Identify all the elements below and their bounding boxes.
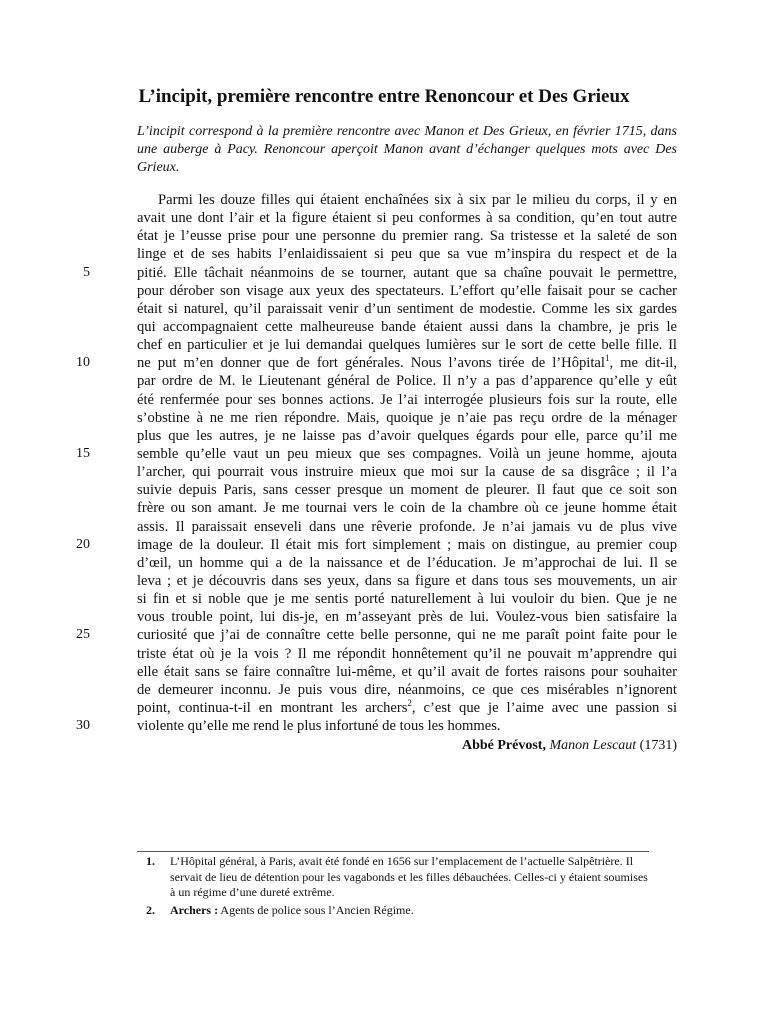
excerpt-line (0, 445, 768, 463)
excerpt-line (0, 318, 768, 336)
line-text: l’archer, qui pourrait vous instruire mieux que moi sur la cause de sa disgrâce ; il l’a (137, 464, 677, 481)
excerpt-text (0, 191, 768, 735)
excerpt-line (0, 245, 768, 263)
line-text: de demeurer inconnu. Je puis vous dire, néanmoins, ce que ces misérables n’ignorent (137, 681, 677, 698)
excerpt-line (0, 645, 768, 663)
line-text: si fin et si noble que je me sentis porté naturellement à lui vouloir du bien. Que je ne (137, 591, 677, 608)
line-text: leva ; et je découvris dans ses yeux, dans sa figure et dans tous ses mouvements, un air (137, 572, 677, 589)
excerpt-line (0, 499, 768, 517)
line-text: plus que les autres, je ne laisse pas d’avoir quelques égards pour elle, parce qu’il me (137, 427, 677, 444)
excerpt-line (0, 391, 768, 409)
credit-author: Abbé Prévost, (461, 738, 546, 753)
credit-work: Manon Lescaut (549, 738, 637, 753)
line-text: triste état où je la vois ? Il me répondit honnêtement qu’il ne pouvait m’apprendre qui (137, 645, 677, 662)
line-text: curiosité que j’ai de connaître cette belle personne, qui ne me paraît point faite pour le (137, 627, 677, 644)
excerpt-line (0, 536, 768, 554)
line-text: elle était sans se faire connaître lui-même, et qu’il avait de fortes raisons pour souhaiter (137, 663, 677, 680)
excerpt-line (0, 481, 768, 499)
line-number: 25 (76, 627, 90, 643)
footnote-ref-2: 2 (407, 698, 412, 709)
excerpt-line (0, 717, 768, 735)
excerpt-line (0, 409, 768, 427)
line-text: semble qu’elle vaut un peu mieux que ses compagnes. Voilà un jeune homme, ajouta (137, 445, 677, 462)
excerpt-line (0, 554, 768, 572)
line-number: 5 (83, 264, 90, 280)
line-number: 10 (76, 355, 90, 371)
line-text: pitié. Elle tâchait néanmoins de se tourner, autant que sa chaîne pouvait le permettre, (137, 264, 677, 281)
excerpt-line (0, 663, 768, 681)
footnote-term: Archers : (170, 902, 219, 917)
footnote-item (146, 854, 649, 901)
footnote-definition: Agents de police sous l’Ancien Régime. (218, 902, 414, 917)
line-text: pour dérober son visage aux yeux des spectateurs. L’effort qu’elle faisait pour se cacher (137, 282, 677, 299)
line-text (137, 354, 677, 372)
line-text: linge et de ses habits l’enlaidissaient si peu que sa vue m’inspira du respect et de la (137, 246, 677, 263)
excerpt-line (0, 518, 768, 536)
footnote-ref-1: 1 (604, 353, 610, 364)
line-number: 20 (76, 536, 90, 552)
line-text: d’œil, un homme qui a de la naissance et de l’éducation. Je m’approchai de lui. Il se (137, 554, 677, 571)
excerpt-line (0, 427, 768, 445)
footnote-number: 1. (146, 854, 155, 868)
footnote-number: 2. (146, 902, 155, 917)
line-text: s’obstine à ne me rien répondre. Mais, quoique je n’aie pas reçu ordre de la ménager (137, 409, 677, 426)
footnote-divider (137, 851, 649, 852)
line-text-main: point, continua-t-il en montrant les archers (137, 699, 408, 716)
line-text: vous trouble point, lui dis-je, en m’asseyant près de lui. Voulez-vous bien satisfaire la (137, 609, 677, 626)
excerpt-line (0, 608, 768, 626)
excerpt-line (0, 191, 768, 209)
line-text: par ordre de M. le Lieutenant général de Police. Il n’y a pas d’apparence qu’elle y eût (137, 373, 677, 390)
line-text-main: ne put m’en donner que de fort générales. Nous l’avons tirée de l’Hôpital (137, 355, 605, 372)
footnotes (146, 854, 649, 920)
line-text: chef en particulier et je lui demandai quelques lumières sur le sort de cette belle fille. Il (137, 337, 677, 354)
line-text: image de la douleur. Il était mis fort simplement ; mais on distingue, au premier coup (137, 536, 677, 553)
line-number: 15 (76, 445, 90, 461)
excerpt-line (0, 336, 768, 354)
excerpt-line (0, 463, 768, 481)
excerpt-line (0, 699, 768, 717)
excerpt-line (0, 681, 768, 699)
credit-year: (1731) (639, 738, 677, 753)
line-text: frère ou son amant. Je me tournai vers le coin de la chambre où ce jeune homme était (137, 500, 677, 517)
excerpt-line (0, 590, 768, 608)
line-text: violente qu’elle me rend le plus infortuné de tous les hommes. (137, 718, 501, 735)
source-credit (462, 738, 677, 754)
line-text: qui accompagnaient cette malheureuse bande étaient aussi dans la chambre, je pris le (137, 318, 677, 335)
footnote-text (170, 903, 649, 919)
line-text: Parmi les douze filles qui étaient enchaînées six à six par le milieu du corps, il y en (158, 192, 677, 208)
excerpt-line (0, 626, 768, 644)
excerpt-line (0, 227, 768, 245)
line-text: assis. Il paraissait enseveli dans une rêverie profonde. Je n’ai jamais vu de plus vive (137, 518, 677, 535)
excerpt-line (0, 354, 768, 372)
excerpt-line (0, 300, 768, 318)
excerpt-line (0, 282, 768, 300)
line-text: avait une dont l’air et la figure étaient si peu conformes à sa condition, qu’en tout autre (137, 210, 677, 227)
line-text: état je l’eusse prise pour une personne du premier rang. Sa tristesse et la saleté de son (137, 228, 677, 245)
line-text: été renfermée pour ses bonnes actions. Je l’ai interrogée plusieurs fois sur la route, elle (137, 391, 677, 408)
line-text-tail: , c’est que je l’aime avec une passion si (411, 699, 677, 716)
page-title: L’incipit, première rencontre entre Renoncour et Des Grieux (138, 86, 630, 107)
footnote-text: L’Hôpital général, à Paris, avait été fondé en 1656 sur l’emplacement de l’actuelle Salpêtrière. Il servait de lieu de détention pour les vagabonds et les filles débauchées. Celles-ci y étaient soumises à un régime d’une dureté extrême. (170, 854, 648, 899)
footnote-item (146, 903, 649, 919)
line-text-tail: , me dit-il, (609, 355, 677, 372)
line-number: 30 (76, 718, 90, 734)
line-text (137, 699, 677, 717)
line-text: était si naturel, qu’il paraissait venir d’un sentiment de modestie. Comme les six gardes (137, 300, 677, 317)
excerpt-line (0, 372, 768, 390)
excerpt-line (0, 264, 768, 282)
line-text: suivie depuis Paris, sans cesser presque un moment de pleurer. Il faut que ce soit son (137, 482, 677, 499)
excerpt-line (0, 209, 768, 227)
intro-paragraph: L’incipit correspond à la première rencontre avec Manon et Des Grieux, en février 1715, dans une auberge à Pacy. Renoncour aperçoit Manon avant d’échanger quelques mots avec Des Grieux. (137, 124, 677, 175)
excerpt-line (0, 572, 768, 590)
